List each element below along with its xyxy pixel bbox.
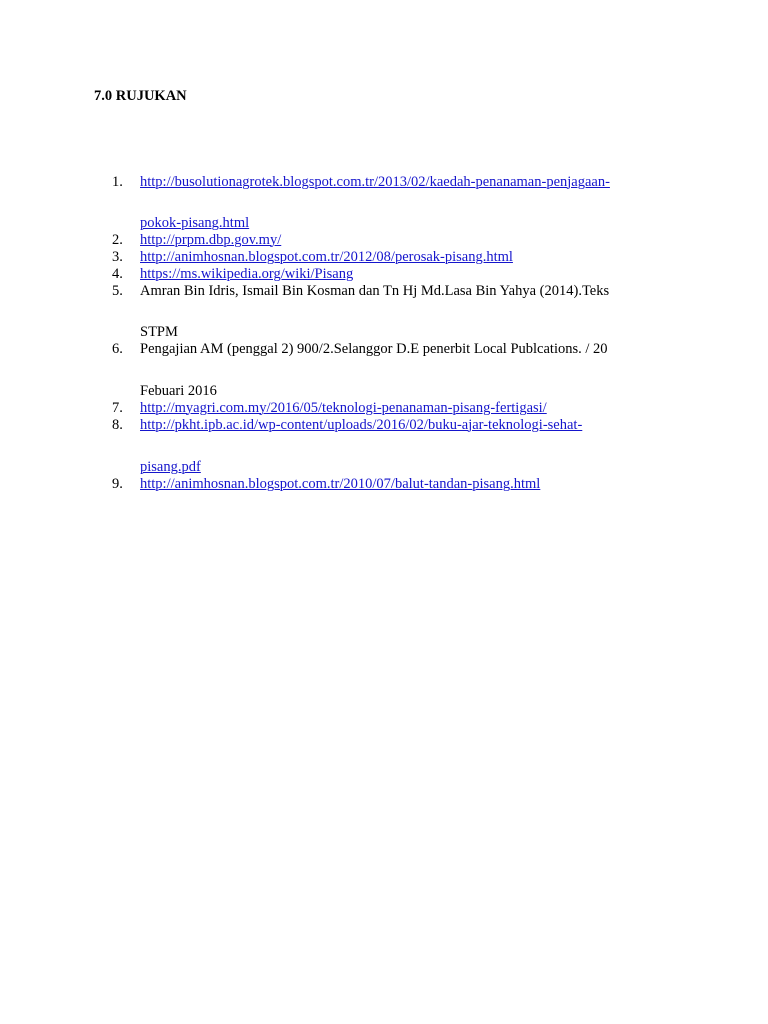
- reference-number: 5.: [112, 283, 123, 299]
- reference-link[interactable]: http://busolutionagrotek.blogspot.com.tr/2013/02/kaedah-penanaman-penjagaan-: [140, 174, 610, 190]
- reference-number: 6.: [112, 341, 123, 357]
- section-heading: 7.0 RUJUKAN: [94, 88, 187, 104]
- reference-link[interactable]: http://pkht.ipb.ac.id/wp-content/uploads/2016/02/buku-ajar-teknologi-sehat-: [140, 417, 583, 433]
- reference-number: 9.: [112, 476, 123, 492]
- reference-number: 7.: [112, 400, 123, 416]
- reference-link[interactable]: http://prpm.dbp.gov.my/: [140, 232, 282, 248]
- reference-link-continuation[interactable]: pisang.pdf: [140, 459, 201, 475]
- reference-link[interactable]: http://animhosnan.blogspot.com.tr/2012/08/perosak-pisang.html: [140, 249, 513, 265]
- reference-number: 4.: [112, 266, 123, 282]
- reference-link[interactable]: http://animhosnan.blogspot.com.tr/2010/07/balut-tandan-pisang.html: [140, 476, 541, 492]
- reference-number: 1.: [112, 174, 123, 190]
- reference-text-continuation: STPM: [140, 324, 178, 340]
- reference-link[interactable]: http://myagri.com.my/2016/05/teknologi-penanaman-pisang-fertigasi/: [140, 400, 547, 416]
- reference-number: 2.: [112, 232, 123, 248]
- reference-text: Amran Bin Idris, Ismail Bin Kosman dan Tn Hj Md.Lasa Bin Yahya (2014).Teks: [140, 283, 610, 299]
- reference-number: 8.: [112, 417, 123, 433]
- reference-text: Pengajian AM (penggal 2) 900/2.Selanggor D.E penerbit Local Publcations. / 20: [140, 341, 608, 357]
- reference-number: 3.: [112, 249, 123, 265]
- reference-text-continuation: Febuari 2016: [140, 383, 217, 399]
- reference-link-continuation[interactable]: pokok-pisang.html: [140, 215, 250, 231]
- reference-link[interactable]: https://ms.wikipedia.org/wiki/Pisang: [140, 266, 354, 282]
